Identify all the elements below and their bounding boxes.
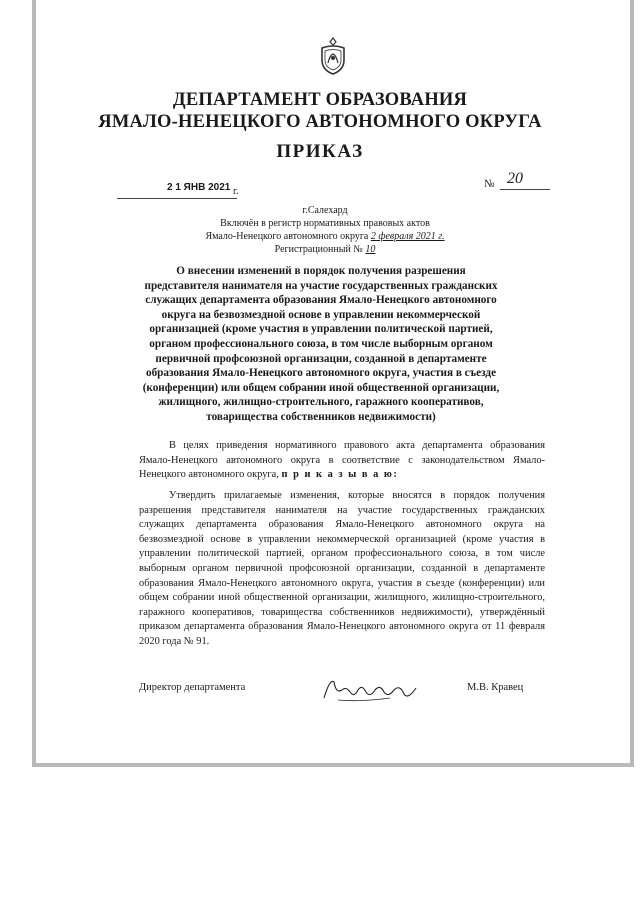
registration-line3 [170, 243, 480, 256]
registration-number: 10 [365, 244, 376, 255]
coat-of-arms-icon [317, 36, 349, 76]
number-underline [500, 189, 550, 190]
preamble-paragraph [139, 439, 545, 483]
registration-line2-prefix: Ямало-Ненецкого автономного округа [205, 231, 369, 242]
registration-line2 [170, 230, 480, 243]
department-name-line1: ДЕПАРТАМЕНТ ОБРАЗОВАНИЯ [172, 90, 468, 110]
preamble-text: В целях приведения нормативного правового акта департамента образования Ямало-Ненецкого автономного округа в соответствие с законодательством Ямало-Ненецкого автономного округа, [139, 440, 545, 481]
document-type: ПРИКАЗ [276, 141, 364, 162]
order-date: 2 1 ЯНВ 2021 [167, 182, 231, 193]
signatory-position: Директор департамента [139, 682, 246, 693]
signatory-name: М.В. Кравец [467, 682, 524, 693]
order-command: п р и к а з ы в а ю: [281, 469, 399, 481]
order-number: 20 [507, 170, 523, 187]
order-title: О внесении изменений в порядок получения разрешения представителя нанимателя на участие государственных гражданских служащих департамента образования Ямало-Ненецкого автономного округа на безвозмездной основе в управлении некоммерческой организацией (кроме участия в управлении политической партией, органом профессионального союза, в том числе выборным органом первичной профсоюзной организации, созданной в департаменте образования Ямало-Ненецкого автономного округа, участия в съезде (конференции) или общем собрании иной общественной организации, жилищного, жилищно-строительного, гаражного кооперативов, товарищества собственников недвижимости) [142, 265, 500, 423]
department-name-line2: ЯМАЛО-НЕНЕЦКОГО АВТОНОМНОГО ОКРУГА [98, 112, 542, 132]
year-suffix: г. [233, 186, 239, 197]
handwritten-signature [320, 672, 420, 706]
registration-date: 2 февраля 2021 г. [370, 231, 445, 242]
order-paragraph: Утвердить прилагаемые изменения, которые вносятся в порядок получения разрешения представителя нанимателя на участие государственных гражданских служащих департамента образования Ямало-Ненецкого автономного округа на безвозмездной основе в управлении некоммерческой организацией (кроме участия в управлении политической партией, органом профессионального союза, в том числе выборным органом первичной профсоюзной организации, созданной в департаменте образования Ямало-Ненецкого автономного округа, участия в съезде (конференции) или общем собрании иной общественной организации, жилищного, жилищно-строительного, гаражного кооперативов, товарищества собственников недвижимости), утверждённый приказом департамента образования Ямало-Ненецкого автономного округа от 11 февраля 2020 года № 91. [139, 490, 545, 647]
registration-line3-prefix: Регистрационный № [274, 244, 363, 255]
registration-line1: Включён в регистр нормативных правовых актов [220, 218, 430, 229]
number-label: № [484, 178, 495, 190]
city: г.Салехард [302, 205, 348, 216]
